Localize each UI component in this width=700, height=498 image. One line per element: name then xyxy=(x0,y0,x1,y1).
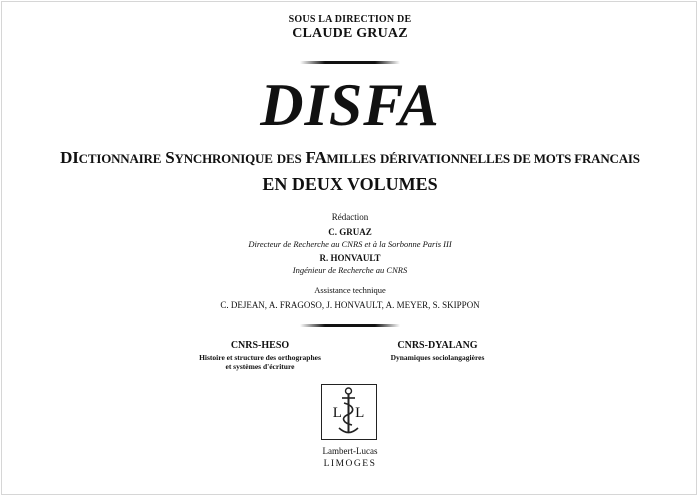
divider-middle xyxy=(300,324,400,327)
direction-label: SOUS LA DIRECTION DE xyxy=(288,14,412,25)
author1-title: Directeur de Recherche au CNRS et à la Sorbonne Paris III xyxy=(248,239,452,249)
subtitle-line1 xyxy=(0,148,700,168)
subtitle-line2: EN DEUX VOLUMES xyxy=(262,174,438,194)
publisher-name: Lambert-Lucas xyxy=(322,446,378,456)
logo-letters: L L xyxy=(332,405,365,421)
assistance-label: Assistance technique xyxy=(314,285,386,295)
lab-heso-name: CNRS-HESO xyxy=(230,340,290,351)
subtitle-familles: FAMILLES xyxy=(305,148,376,167)
director-name: CLAUDE GRUAZ xyxy=(292,26,408,41)
lab-dyalang xyxy=(375,340,500,362)
assistance-names: C. DEJEAN, A. FRAGOSO, J. HONVAULT, A. MEYER, S. SKIPPON xyxy=(220,300,480,310)
lab-heso xyxy=(190,340,330,371)
main-title: DISFA xyxy=(260,72,440,138)
author1-name: C. GRUAZ xyxy=(328,227,372,237)
redaction-label: Rédaction xyxy=(331,212,369,222)
lab-dyalang-name: CNRS-DYALANG xyxy=(397,340,478,351)
subtitle-des: DES xyxy=(276,151,302,166)
subtitle-derivationnelles: DÉRIVATIONNELLES DE MOTS FRANCAIS xyxy=(379,151,640,166)
divider-top xyxy=(300,61,400,64)
author2-name: R. HONVAULT xyxy=(319,253,381,263)
publisher-logo xyxy=(321,384,377,440)
lab-heso-desc2: et systèmes d'écriture xyxy=(225,362,295,371)
subtitle-dictionnaire: DICTIONNAIRE xyxy=(60,148,162,167)
author2-title: Ingénieur de Recherche au CNRS xyxy=(292,265,408,275)
lab-dyalang-desc: Dynamiques sociolangagières xyxy=(390,353,485,362)
subtitle-synchronique: SYNCHRONIQUE xyxy=(165,148,273,167)
publisher-city: LIMOGES xyxy=(323,459,377,469)
lab-heso-desc1: Histoire et structure des orthographes xyxy=(199,353,321,362)
